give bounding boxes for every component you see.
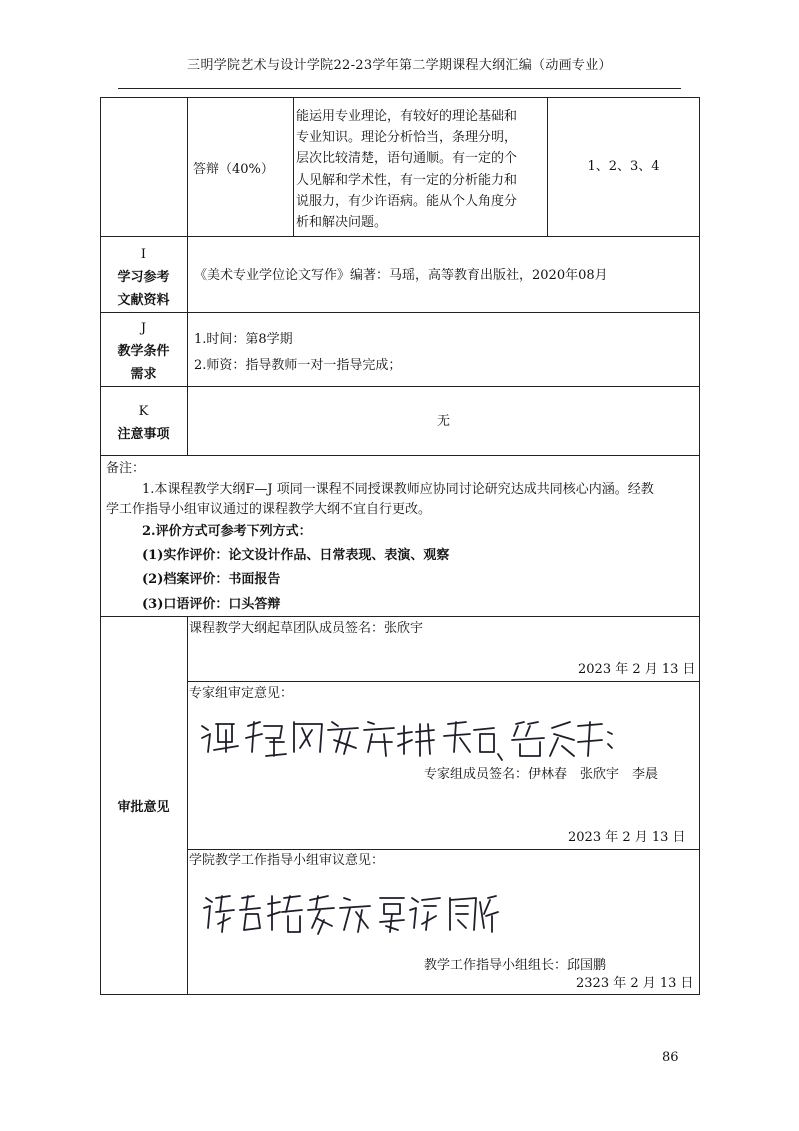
remarks-item: (3)口语评价：口头答辩 <box>142 597 281 612</box>
assessment-method: 答辩（40%） <box>193 162 274 177</box>
remarks-label: 备注： <box>106 461 146 476</box>
criteria-line: 层次比较清楚，语句通顺。有一定的个 <box>296 151 518 166</box>
section-letter-k: K <box>138 404 149 419</box>
section-letter-j: J <box>140 321 147 336</box>
remarks-line: 学工作指导小组审议通过的课程教学大纲不宜自行更改。 <box>106 502 432 517</box>
expert-date: 2023 年 2 月 13 日 <box>568 830 686 845</box>
notes-content: 无 <box>436 414 450 429</box>
notes-title: 注意事项 <box>117 427 170 442</box>
expert-opinion-label: 专家组审定意见： <box>189 686 294 701</box>
drafting-signature-line: 课程教学大纲起草团队成员签名：张欣宇 <box>189 621 424 636</box>
criteria-line: 析和解决问题。 <box>296 215 388 230</box>
section-letter-i: I <box>140 247 147 262</box>
page-number: 86 <box>662 1050 679 1065</box>
remarks-item: (1)实作评价：论文设计作品、日常表现、表演、观察 <box>142 548 450 563</box>
approval-label: 审批意见 <box>117 800 170 815</box>
page-header-title: 三明学院艺术与设计学院22-23学年第二学期课程大纲汇编（动画专业） <box>187 58 612 73</box>
expert-members-signature: 专家组成员签名：伊林春 张欣宇 李晨 <box>424 767 659 782</box>
references-title: 文献资料 <box>117 293 170 308</box>
conditions-teacher: 2.师资：指导教师一对一指导完成； <box>194 358 402 373</box>
drafting-date: 2023 年 2 月 13 日 <box>578 662 696 677</box>
assessment-objectives: 1、2、3、4 <box>587 159 660 174</box>
conditions-time: 1.时间：第8学期 <box>194 332 293 347</box>
remarks-item: 2.评价方式可参考下列方式： <box>142 524 312 539</box>
references-content: 《美术专业学位论文写作》编著：马瑶，高等教育出版社，2020年08月 <box>194 268 608 283</box>
college-date: 2323 年 2 月 13 日 <box>576 976 694 991</box>
criteria-line: 专业知识。理论分析恰当，条理分明， <box>296 130 518 145</box>
remarks-line: 1.本课程教学大纲F—J 项同一课程不同授课教师应协同讨论研究达成共同核心内涵。经教 <box>142 482 654 497</box>
references-title: 学习参考 <box>117 270 170 285</box>
conditions-title: 教学条件 <box>117 344 170 359</box>
college-opinion-label: 学院教学工作指导小组审议意见： <box>189 853 385 868</box>
expert-handwritten-opinion <box>198 712 618 762</box>
college-handwritten-opinion <box>200 888 500 936</box>
header-rule <box>118 88 681 89</box>
criteria-line: 人见解和学术性，有一定的分析能力和 <box>296 173 518 188</box>
remarks-item: (2)档案评价：书面报告 <box>142 572 281 587</box>
criteria-line: 能运用专业理论，有较好的理论基础和 <box>296 109 518 124</box>
criteria-line: 说服力，有少许语病。能从个人角度分 <box>296 194 518 209</box>
conditions-title: 需求 <box>130 367 157 382</box>
college-leader-signature: 教学工作指导小组组长：邱国鹏 <box>424 958 607 973</box>
